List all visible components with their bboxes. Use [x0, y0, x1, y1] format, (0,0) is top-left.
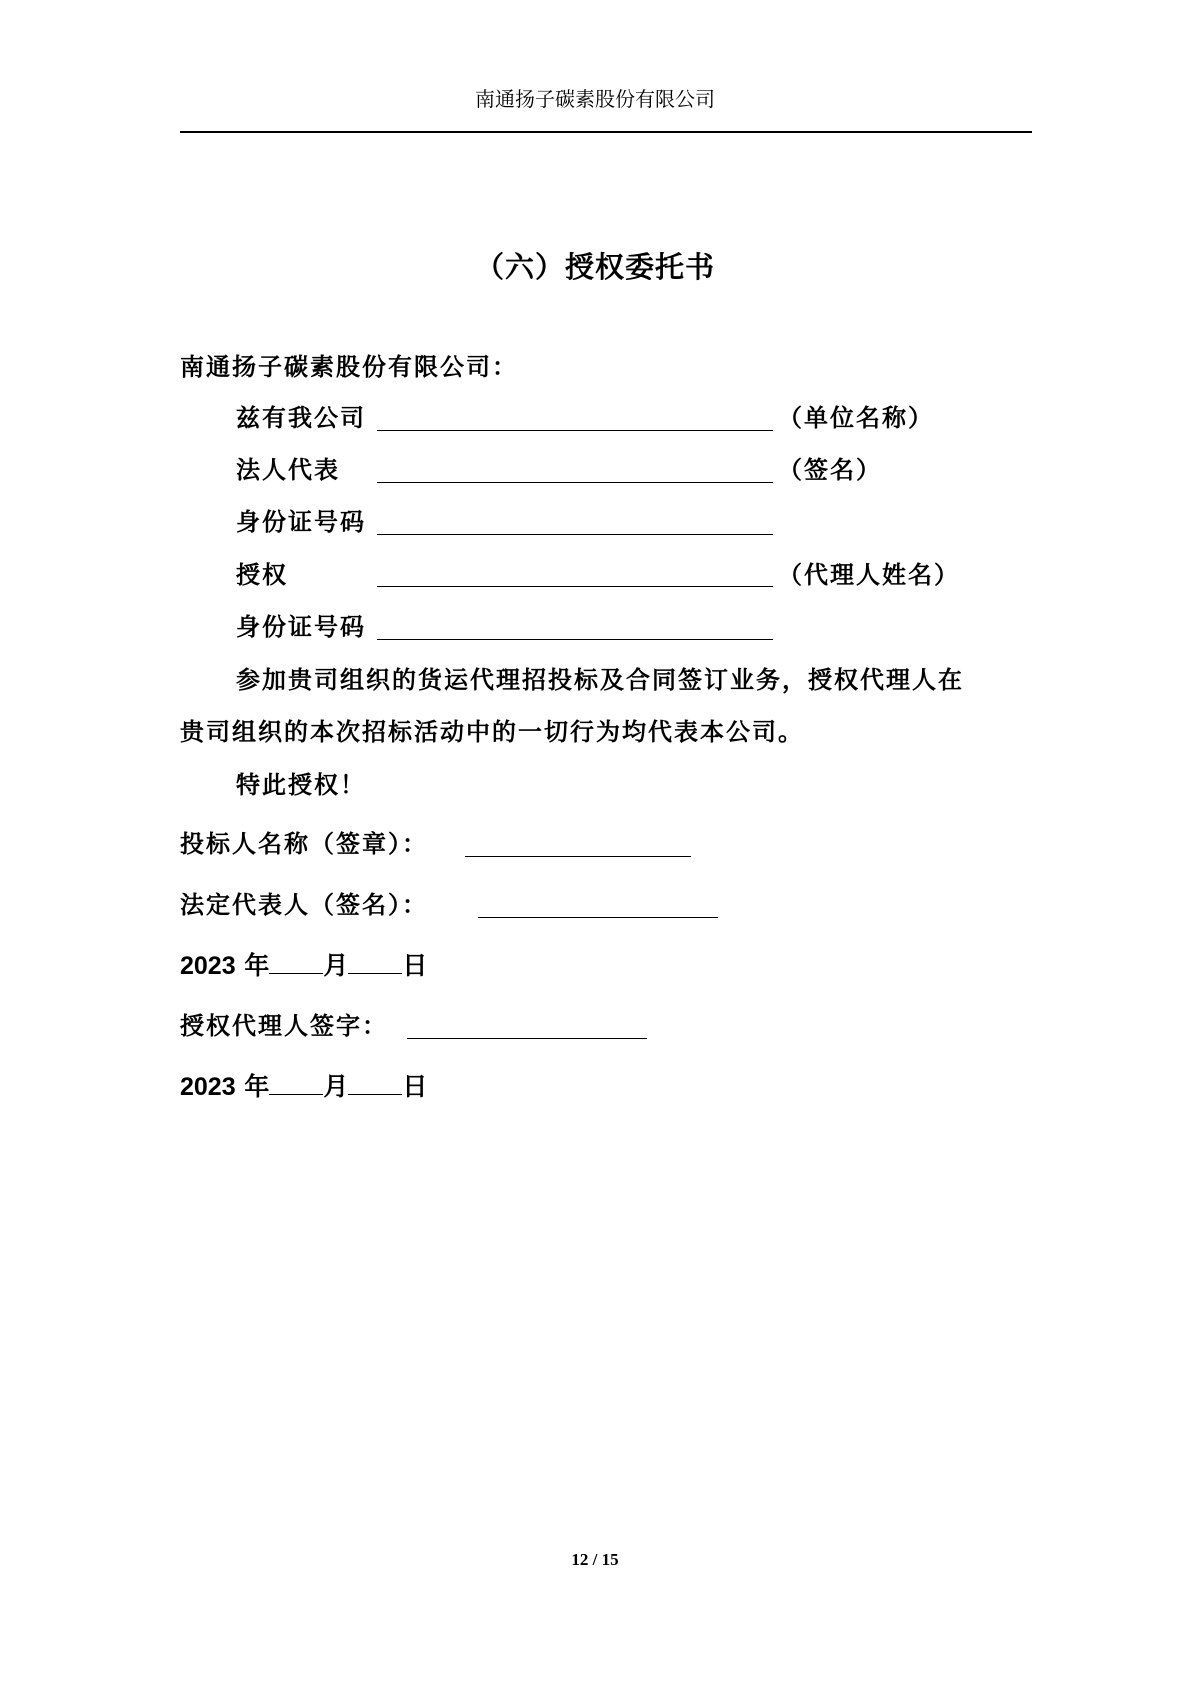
date-year: 2023	[180, 1073, 236, 1101]
agent-signature-field[interactable]	[407, 1038, 647, 1039]
page-number: 12 / 15	[571, 1550, 619, 1569]
date-month-field[interactable]	[269, 1068, 323, 1095]
date-month-unit: 月	[323, 951, 349, 980]
authorize-suffix: （代理人姓名）	[778, 561, 960, 589]
bidder-signature-label: 投标人名称（签章）：	[180, 830, 428, 858]
body-paragraph-line-2: 贵司组织的本次招标活动中的一切行为均代表本公司。	[180, 718, 804, 746]
date-year-unit: 年	[244, 1072, 270, 1101]
date-line-1	[180, 947, 427, 984]
body-paragraph-line-1: 参加贵司组织的货运代理招投标及合同签订业务，授权代理人在	[236, 666, 964, 694]
legal-rep-label: 法人代表	[236, 456, 340, 484]
date-day-unit: 日	[402, 1072, 428, 1101]
date-year: 2023	[180, 952, 236, 980]
id-number-field-2[interactable]	[377, 639, 773, 640]
date-day-field[interactable]	[348, 947, 402, 974]
date-month-field[interactable]	[269, 947, 323, 974]
id-number-label-2: 身份证号码	[236, 613, 366, 641]
closing-text: 特此授权！	[236, 771, 366, 799]
date-month-unit: 月	[323, 1072, 349, 1101]
date-year-unit: 年	[244, 951, 270, 980]
agent-name-field[interactable]	[377, 586, 773, 587]
legal-signature-field[interactable]	[478, 917, 718, 918]
addressee: 南通扬子碳素股份有限公司：	[180, 353, 518, 381]
authorize-label: 授权	[236, 561, 288, 589]
header-divider	[180, 131, 1032, 133]
date-day-field[interactable]	[348, 1068, 402, 1095]
bidder-signature-field[interactable]	[465, 856, 691, 857]
company-name-field[interactable]	[377, 430, 773, 431]
legal-rep-suffix: （签名）	[778, 456, 882, 484]
document-title: （六）授权委托书	[474, 250, 715, 284]
date-day-unit: 日	[402, 951, 428, 980]
company-name-label: 兹有我公司	[236, 404, 366, 432]
legal-rep-field[interactable]	[377, 482, 773, 483]
date-line-2	[180, 1068, 427, 1105]
id-number-field-1[interactable]	[377, 534, 773, 535]
id-number-label-1: 身份证号码	[236, 508, 366, 536]
company-name-suffix: （单位名称）	[778, 404, 934, 432]
agent-signature-label: 授权代理人签字：	[180, 1012, 388, 1040]
page-header-company: 南通扬子碳素股份有限公司	[475, 87, 715, 111]
legal-signature-label: 法定代表人（签名）：	[180, 891, 428, 919]
